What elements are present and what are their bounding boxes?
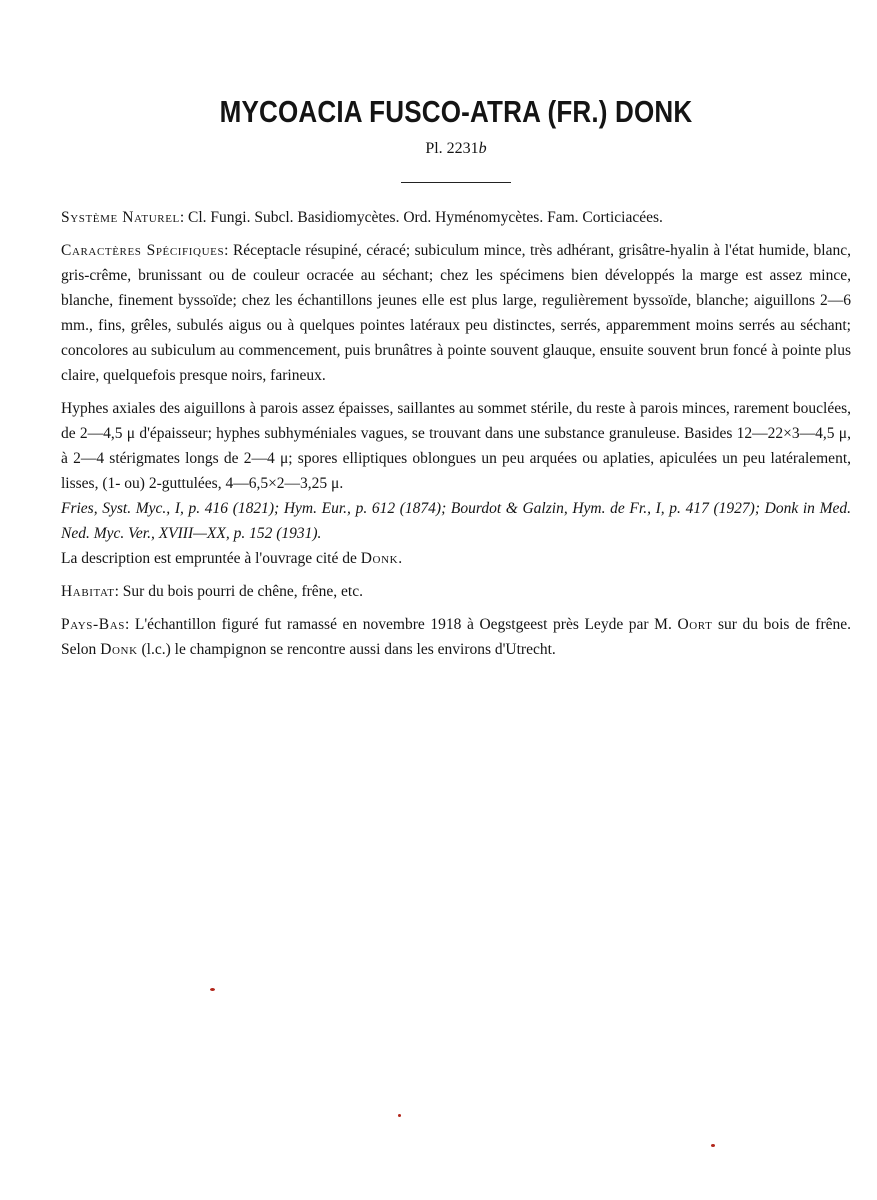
pays-bas-section bbox=[61, 612, 851, 662]
title-divider bbox=[401, 182, 511, 183]
pays-bas-text-1: : L'échantillon figuré fut ramassé en novembre 1918 à Oegstgeest près Leyde par M. bbox=[124, 616, 678, 633]
caracteres-text: : Réceptacle résupiné, céracé; subiculum mince, très adhérant, grisâtre-hyalin à l'état humide, blanc, gris-crême, brunissant ou de couleur ocracée au séchant; chez les spécimens bien développés la marge est assez mince, blanche, finement byssoïde; chez les échantillons jeunes elle est plus large, regulièrement byssoïde, blanche; aiguillons 2—6 mm., fins, grêles, subulés aigus ou à quelques pointes latéraux peu distinctes, serrés, apparemment moins serrés au séchant; concolores au subiculum au commencement, puis brunâtres à pointe souvent glauque, ensuite souvent brun foncé à pointe plus claire, quelquefois presque noirs, farineux. bbox=[61, 242, 851, 384]
pays-bas-text-3: (l.c.) le champignon se rencontre aussi dans les environs d'Utrecht. bbox=[137, 641, 556, 658]
systeme-naturel-text: : Cl. Fungi. Subcl. Basidiomycètes. Ord. Hyménomycètes. Fam. Corticiacées. bbox=[179, 209, 663, 226]
habitat-section bbox=[61, 579, 851, 604]
plate-prefix: Pl. 2231 bbox=[425, 140, 479, 157]
pays-bas-author: Donk bbox=[100, 641, 138, 658]
references-paragraph: Fries, Syst. Myc., I, p. 416 (1821); Hym. Eur., p. 612 (1874); Bourdot & Galzin, Hym. de Fr., I, p. 417 (1927); Donk in Med. Ned. Myc. Ver., XVIII—XX, p. 152 (1931). bbox=[61, 500, 851, 542]
habitat-text: : Sur du bois pourri de chêne, frêne, etc. bbox=[114, 583, 363, 600]
habitat-label: Habitat bbox=[61, 583, 115, 600]
page-title: MYCOACIA FUSCO-ATRA (FR.) DONK bbox=[219, 94, 693, 129]
document-page bbox=[61, 90, 851, 662]
red-speck-mark bbox=[210, 988, 215, 991]
pays-bas-label: Pays-Bas bbox=[61, 616, 125, 633]
description-note bbox=[61, 546, 851, 571]
red-speck-mark bbox=[711, 1144, 715, 1147]
pays-bas-collector: Oort bbox=[677, 616, 713, 633]
systeme-naturel-label: Système Naturel bbox=[61, 209, 180, 226]
description-end: . bbox=[398, 550, 403, 567]
caracteres-section bbox=[61, 238, 851, 388]
pays-bas-text-2: sur du bois de frêne. Selon bbox=[61, 616, 852, 658]
hyphes-paragraph: Hyphes axiales des aiguillons à parois assez épaisses, saillantes au sommet stérile, du reste à parois minces, rarement bouclées, de 2—4,5 μ d'épaisseur; hyphes subhyméniales vagues, se trouvant dans une substance granuleuse. Basides 12—22×3—4,5 μ, à 2—4 stérigmates longs de 2—4 μ; spores elliptiques oblongues un peu arquées ou aplaties, apiculées un peu latéralement, lisses, (1- ou) 2-guttulées, 4—6,5×2—3,25 μ. bbox=[61, 400, 851, 492]
caracteres-label: Caractères Spécifiques bbox=[61, 242, 225, 259]
plate-suffix: b bbox=[478, 140, 487, 157]
description-text: La description est empruntée à l'ouvrage cité de bbox=[61, 550, 361, 567]
description-author: Donk bbox=[360, 550, 399, 567]
systeme-naturel-section bbox=[61, 205, 851, 230]
red-speck-mark bbox=[398, 1114, 401, 1117]
plate-number bbox=[61, 140, 851, 158]
